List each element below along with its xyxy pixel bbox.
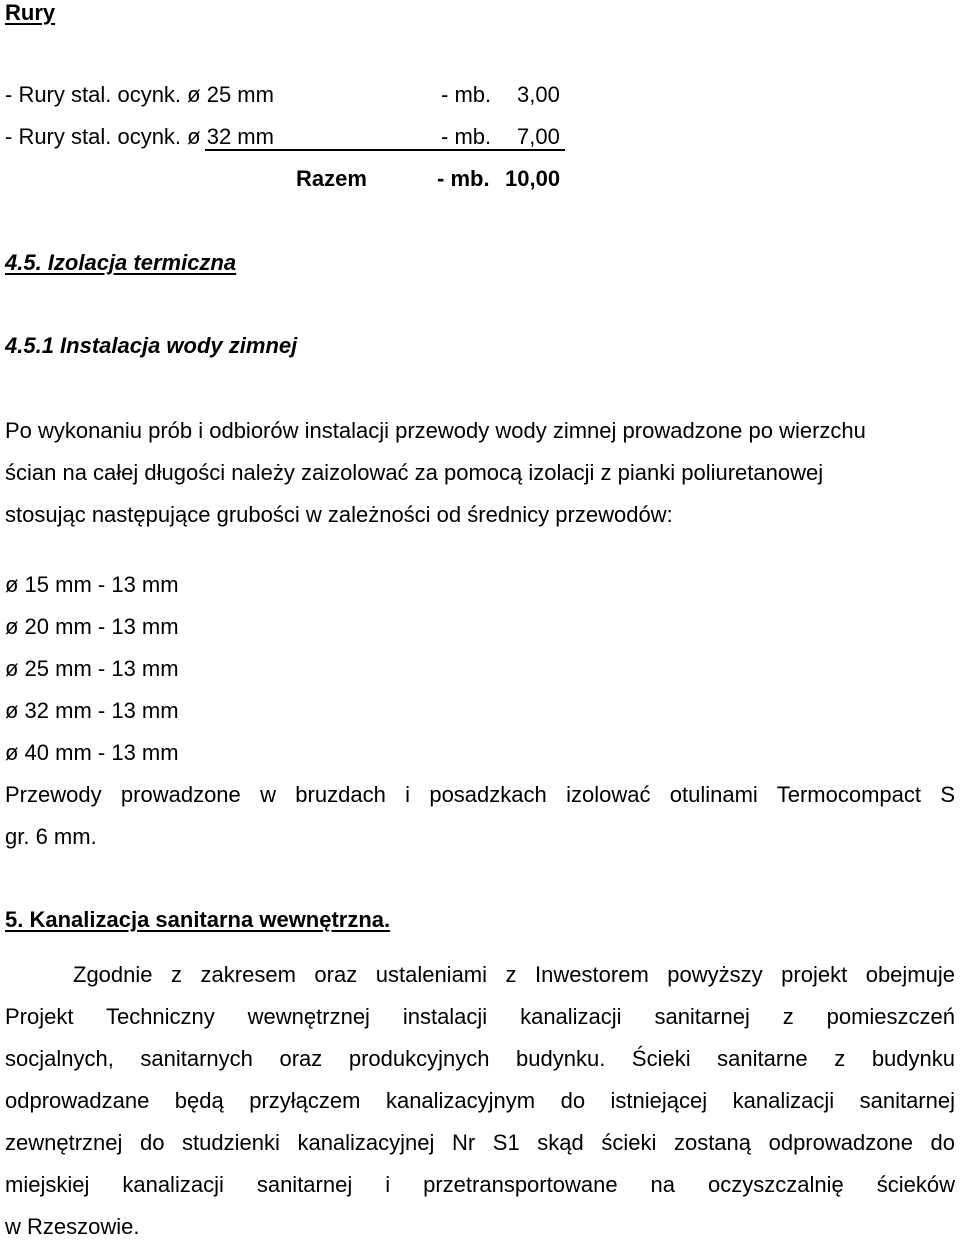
total-row — [5, 166, 605, 192]
pipe-name: - Rury stal. ocynk. ø 25 mm — [5, 82, 274, 107]
paragraph-line: Projekt Techniczny wewnętrznej instalacji kanalizacji sanitarnej z pomieszczeń — [5, 1004, 955, 1029]
paragraph-line: ścian na całej długości należy zaizolować za pomocą izolacji z pianki poliuretanowej — [5, 460, 824, 485]
paragraph-line: zewnętrznej do studzienki kanalizacyjnej Nr S1 skąd ścieki zostaną odprowadzone do — [5, 1130, 955, 1155]
diameter-item: ø 32 mm - 13 mm — [5, 698, 179, 723]
pipe-unit: - mb. — [441, 124, 492, 149]
diameter-item: ø 40 mm - 13 mm — [5, 740, 179, 765]
paragraph-line: Zgodnie z zakresem oraz ustaleniami z Inwestorem powyższy projekt obejmuje — [73, 962, 955, 987]
section-heading-5: 5. Kanalizacja sanitarna wewnętrzna. — [5, 907, 391, 932]
paragraph-line: miejskiej kanalizacji sanitarnej i przetransportowane na oczyszczalnię ścieków — [5, 1172, 955, 1197]
subsection-heading-4-5-1: 4.5.1 Instalacja wody zimnej — [5, 333, 298, 358]
paragraph-line: gr. 6 mm. — [5, 824, 97, 849]
sum-rule — [205, 149, 565, 151]
pipe-qty: 3,00 — [517, 82, 560, 107]
paragraph-line: Po wykonaniu prób i odbiorów instalacji przewody wody zimnej prowadzone po wierzchu — [5, 418, 866, 443]
diameter-item: ø 20 mm - 13 mm — [5, 614, 179, 639]
paragraph-line: w Rzeszowie. — [5, 1214, 140, 1239]
pipe-qty: 7,00 — [517, 124, 560, 149]
paragraph-line: Przewody prowadzone w bruzdach i posadzkach izolować otulinami Termocompact S — [5, 782, 955, 807]
diameter-item: ø 15 mm - 13 mm — [5, 572, 179, 597]
total-label: Razem — [296, 166, 367, 191]
paragraph-line: socjalnych, sanitarnych oraz produkcyjnych budynku. Ścieki sanitarne z budynku — [5, 1046, 955, 1071]
heading-rury: Rury — [5, 0, 56, 25]
diameter-item: ø 25 mm - 13 mm — [5, 656, 179, 681]
section-heading-4-5: 4.5. Izolacja termiczna — [5, 250, 237, 275]
pipe-name: - Rury stal. ocynk. ø 32 mm — [5, 124, 274, 149]
pipe-unit: - mb. — [441, 82, 492, 107]
paragraph-line: stosując następujące grubości w zależności od średnicy przewodów: — [5, 502, 673, 527]
total-qty: 10,00 — [505, 166, 561, 191]
paragraph-line: odprowadzane będą przyłączem kanalizacyjnym do istniejącej kanalizacji sanitarnej — [5, 1088, 955, 1113]
pipe-row — [5, 124, 605, 150]
pipe-row — [5, 82, 605, 108]
total-unit: - mb. — [437, 166, 490, 191]
